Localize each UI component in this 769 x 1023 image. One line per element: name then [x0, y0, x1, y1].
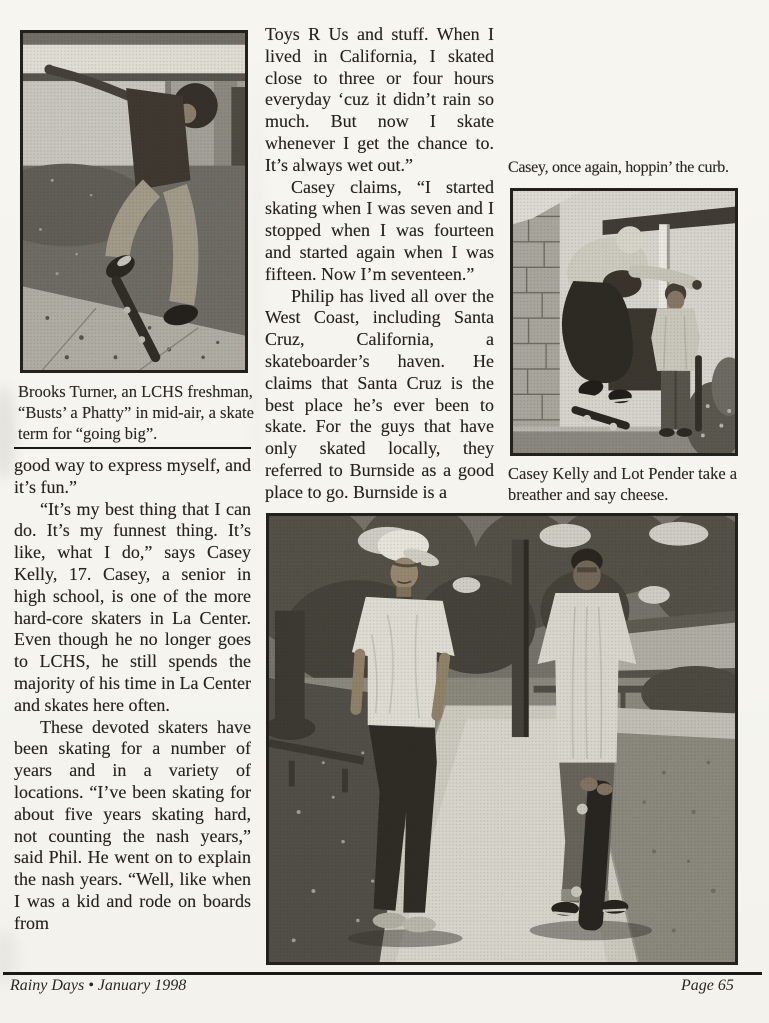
footer-page-number: Page 65 — [681, 977, 734, 994]
body-paragraph: “It’s my best thing that I can do. It’s my funnest thing. It’s like, what I do,” says Casey Kelly, 17. Casey, a senior in high school, is one of the more hard-core skaters in La Center. Even though he no longer goes to LCHS, he still spends the majority of his time in La Center and skates here often. — [14, 498, 251, 715]
left-column-body — [14, 455, 251, 963]
body-paragraph: Toys R Us and stuff. When I lived in California, I skated close to three or four hours everyday ‘cuz it didn’t rain so much. But now I skate whenever I get the chance to. It’s always wet out.” — [265, 24, 494, 175]
photo-illustration — [513, 191, 735, 453]
body-paragraph: good way to express myself, and it’s fun.” — [14, 455, 251, 497]
photo-caption-casey-curb: Casey, once again, hoppin’ the curb. — [508, 159, 729, 176]
body-paragraph: Philip has lived all over the West Coast, including Santa Cruz, California, a skateboarder’s haven. He claims that Santa Cruz is the best place he’s ever been to skate. For the guys that have only skated locally, they referred to Burnside as a good place to go. Burnside is a — [265, 285, 494, 502]
photo-casey-and-lot — [266, 513, 738, 965]
column-divider-rule — [14, 447, 251, 449]
photo-caption-brooks: Brooks Turner, an LCHS freshman, “Busts’ a Phatty” in mid-air, a skate term for “going big”. — [18, 382, 254, 443]
photo-casey-curb-hop — [510, 188, 738, 456]
photo-caption-casey-lot: Casey Kelly and Lot Pender take a breather and say cheese. — [508, 464, 738, 504]
footer-rule — [3, 972, 762, 975]
body-paragraph: These devoted skaters have been skating for a number of years and in a variety of locations. “I’ve been skating for about five years skating hard, not counting the nash years,” said Phil. He went on to explain the nash years. “Well, like when I was a kid and rode on boards from — [14, 716, 251, 933]
footer-publication: Rainy Days • January 1998 — [10, 977, 187, 994]
body-paragraph: Casey claims, “I started skating when I was seven and I stopped when I was fourteen and started again when I was fifteen. Now I’m seventeen.” — [265, 176, 494, 284]
photo-illustration — [269, 516, 735, 962]
photo-brooks-turner-trick — [20, 30, 248, 373]
photo-illustration — [23, 33, 245, 370]
middle-column-body — [265, 24, 494, 512]
